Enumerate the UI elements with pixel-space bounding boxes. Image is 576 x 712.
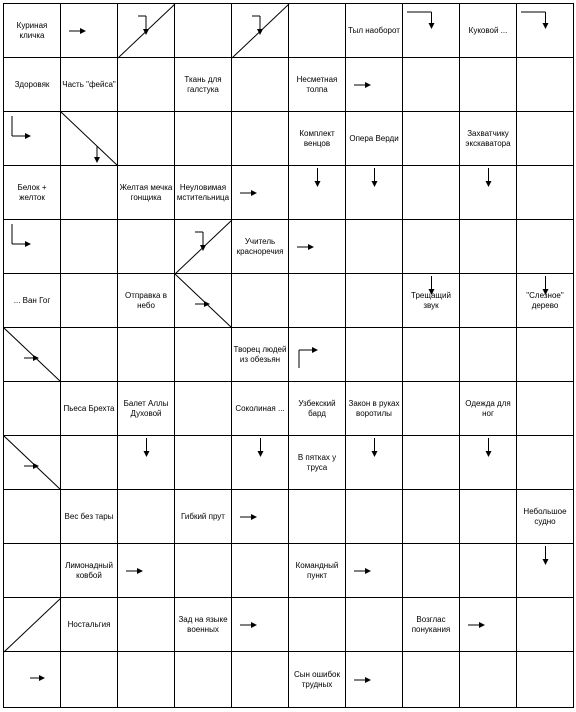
clue-text: Ткань для галстука — [184, 74, 222, 94]
answer-cell[interactable] — [346, 328, 403, 382]
clue-cell — [61, 598, 118, 652]
answer-cell[interactable] — [118, 598, 175, 652]
clue-text: Опера Верди — [349, 133, 399, 143]
answer-cell[interactable] — [517, 436, 574, 490]
clue-cell — [61, 58, 118, 112]
clue-cell — [175, 166, 232, 220]
answer-cell[interactable] — [460, 166, 517, 220]
answer-cell[interactable] — [4, 382, 61, 436]
answer-cell[interactable] — [175, 112, 232, 166]
clue-cell — [460, 112, 517, 166]
clue-cell — [4, 58, 61, 112]
answer-cell[interactable] — [346, 58, 403, 112]
answer-cell[interactable] — [460, 220, 517, 274]
answer-cell[interactable] — [61, 220, 118, 274]
clue-text: Балет Аллы Духовой — [123, 398, 169, 418]
answer-cell[interactable] — [460, 274, 517, 328]
answer-cell[interactable] — [61, 274, 118, 328]
answer-cell[interactable] — [4, 490, 61, 544]
answer-cell[interactable] — [61, 328, 118, 382]
answer-cell[interactable] — [289, 166, 346, 220]
answer-cell[interactable] — [175, 220, 232, 274]
clue-cell — [346, 382, 403, 436]
answer-cell[interactable] — [517, 4, 574, 58]
clue-text: Здоровяк — [14, 79, 50, 89]
answer-cell[interactable] — [517, 544, 574, 598]
clue-text: Командный пункт — [295, 560, 339, 580]
answer-cell[interactable] — [517, 166, 574, 220]
answer-cell[interactable] — [517, 220, 574, 274]
clue-cell — [289, 544, 346, 598]
clue-cell — [289, 58, 346, 112]
answer-cell[interactable] — [232, 436, 289, 490]
clue-cell — [346, 4, 403, 58]
clue-text: Зад на языке военных — [178, 614, 228, 634]
answer-cell[interactable] — [403, 58, 460, 112]
clue-cell — [232, 382, 289, 436]
clue-cell — [175, 58, 232, 112]
clue-cell — [4, 274, 61, 328]
answer-cell[interactable] — [4, 652, 61, 708]
clue-cell — [232, 328, 289, 382]
clue-cell — [61, 544, 118, 598]
clue-text: Узбекский бард — [298, 398, 336, 418]
answer-cell[interactable] — [346, 490, 403, 544]
clue-text: Пьеса Брехта — [63, 403, 115, 413]
answer-cell[interactable] — [4, 328, 61, 382]
answer-cell[interactable] — [232, 652, 289, 708]
clue-text: Небольшое судно — [523, 506, 567, 526]
answer-cell[interactable] — [232, 490, 289, 544]
answer-cell[interactable] — [460, 544, 517, 598]
answer-cell[interactable] — [4, 436, 61, 490]
clue-cell — [517, 274, 574, 328]
answer-cell[interactable] — [175, 544, 232, 598]
answer-cell[interactable] — [346, 166, 403, 220]
answer-cell[interactable] — [403, 490, 460, 544]
clue-cell — [403, 598, 460, 652]
answer-cell[interactable] — [4, 112, 61, 166]
clue-cell — [4, 166, 61, 220]
clue-text: Тыл наоборот — [348, 25, 400, 35]
answer-cell[interactable] — [346, 436, 403, 490]
clue-text: Закон в руках воротилы — [348, 398, 400, 418]
answer-cell[interactable] — [517, 58, 574, 112]
clue-text: Комплект венцов — [299, 128, 335, 148]
answer-cell[interactable] — [403, 436, 460, 490]
clue-text: Сын ошибок трудных — [293, 669, 341, 689]
answer-cell[interactable] — [346, 652, 403, 708]
answer-cell[interactable] — [61, 112, 118, 166]
clue-cell — [289, 382, 346, 436]
answer-cell[interactable] — [232, 4, 289, 58]
answer-cell[interactable] — [4, 598, 61, 652]
clue-cell — [118, 382, 175, 436]
clue-text: Гибкий прут — [181, 511, 225, 521]
clue-cell — [460, 382, 517, 436]
clue-text: Трещащий звук — [411, 290, 451, 310]
clue-cell — [118, 274, 175, 328]
answer-cell[interactable] — [460, 652, 517, 708]
clue-cell — [460, 4, 517, 58]
answer-cell[interactable] — [61, 4, 118, 58]
clue-cell — [403, 274, 460, 328]
answer-cell[interactable] — [118, 490, 175, 544]
clue-text: Учитель красноречия — [236, 236, 284, 256]
answer-cell[interactable] — [346, 598, 403, 652]
clue-text: Ностальгия — [67, 619, 111, 629]
answer-cell[interactable] — [403, 544, 460, 598]
clue-text: Белок + желток — [17, 182, 47, 202]
answer-cell[interactable] — [61, 652, 118, 708]
answer-cell[interactable] — [346, 274, 403, 328]
answer-cell[interactable] — [346, 220, 403, 274]
clue-text: Желтая мечка гонщика — [119, 182, 173, 202]
answer-cell[interactable] — [118, 436, 175, 490]
answer-cell[interactable] — [403, 112, 460, 166]
clue-text: Часть "фейса" — [62, 79, 116, 89]
answer-cell[interactable] — [403, 382, 460, 436]
answer-cell[interactable] — [175, 274, 232, 328]
answer-cell[interactable] — [118, 544, 175, 598]
answer-cell[interactable] — [118, 328, 175, 382]
answer-cell[interactable] — [232, 112, 289, 166]
clue-cell — [118, 166, 175, 220]
clue-text: Творец людей из обезьян — [233, 344, 287, 364]
answer-cell[interactable] — [175, 4, 232, 58]
clue-cell — [346, 112, 403, 166]
clue-text: Соколиная ... — [235, 403, 285, 413]
answer-cell[interactable] — [118, 652, 175, 708]
clue-text: В пятках у труса — [297, 452, 337, 472]
answer-cell[interactable] — [175, 328, 232, 382]
answer-cell[interactable] — [232, 598, 289, 652]
answer-cell[interactable] — [460, 58, 517, 112]
answer-cell[interactable] — [4, 220, 61, 274]
clue-text: Неуловимая мстительница — [176, 182, 230, 202]
answer-cell[interactable] — [175, 652, 232, 708]
answer-cell[interactable] — [403, 328, 460, 382]
clue-cell — [175, 490, 232, 544]
answer-cell[interactable] — [118, 112, 175, 166]
clue-text: Возглас понукания — [411, 614, 451, 634]
answer-cell[interactable] — [517, 328, 574, 382]
answer-cell[interactable] — [403, 220, 460, 274]
clue-text: ... Ван Гог — [13, 295, 51, 305]
answer-cell[interactable] — [460, 490, 517, 544]
clue-text: Куриная кличка — [16, 20, 48, 40]
answer-cell[interactable] — [517, 382, 574, 436]
answer-cell[interactable] — [289, 328, 346, 382]
clue-cell — [61, 490, 118, 544]
answer-cell[interactable] — [346, 544, 403, 598]
answer-cell[interactable] — [517, 598, 574, 652]
answer-cell[interactable] — [403, 4, 460, 58]
clue-cell — [517, 490, 574, 544]
clue-cell — [175, 598, 232, 652]
answer-cell[interactable] — [61, 166, 118, 220]
answer-cell[interactable] — [232, 274, 289, 328]
answer-cell[interactable] — [232, 166, 289, 220]
clue-text: Несметная толпа — [296, 74, 338, 94]
answer-cell[interactable] — [289, 274, 346, 328]
answer-cell[interactable] — [175, 436, 232, 490]
clue-text: Захватчику экскаватора — [465, 128, 511, 148]
clue-text: Вес без тары — [64, 511, 114, 521]
answer-cell[interactable] — [232, 58, 289, 112]
answer-cell[interactable] — [460, 598, 517, 652]
clue-text: Отправка в небо — [125, 290, 167, 310]
answer-cell[interactable] — [289, 598, 346, 652]
answer-cell[interactable] — [403, 652, 460, 708]
clue-text: "Слезное" дерево — [526, 290, 564, 310]
clue-cell — [289, 112, 346, 166]
clue-cell — [289, 652, 346, 708]
answer-cell[interactable] — [289, 4, 346, 58]
answer-cell[interactable] — [460, 436, 517, 490]
answer-cell[interactable] — [289, 490, 346, 544]
answer-cell[interactable] — [61, 436, 118, 490]
answer-cell[interactable] — [175, 382, 232, 436]
clue-cell — [4, 4, 61, 58]
answer-cell[interactable] — [118, 58, 175, 112]
answer-cell[interactable] — [118, 4, 175, 58]
answer-cell[interactable] — [118, 220, 175, 274]
answer-cell[interactable] — [232, 544, 289, 598]
answer-cell[interactable] — [403, 166, 460, 220]
answer-cell[interactable] — [517, 652, 574, 708]
answer-cell[interactable] — [289, 220, 346, 274]
answer-cell[interactable] — [460, 328, 517, 382]
clue-text: Куковой ... — [468, 25, 508, 35]
clue-cell — [232, 220, 289, 274]
answer-cell[interactable] — [517, 112, 574, 166]
clue-text: Лимонадный ковбой — [65, 560, 113, 580]
clue-text: Одежда для ног — [465, 398, 511, 418]
clue-cell — [61, 382, 118, 436]
clue-cell — [289, 436, 346, 490]
answer-cell[interactable] — [4, 544, 61, 598]
crossword-grid — [3, 3, 574, 708]
